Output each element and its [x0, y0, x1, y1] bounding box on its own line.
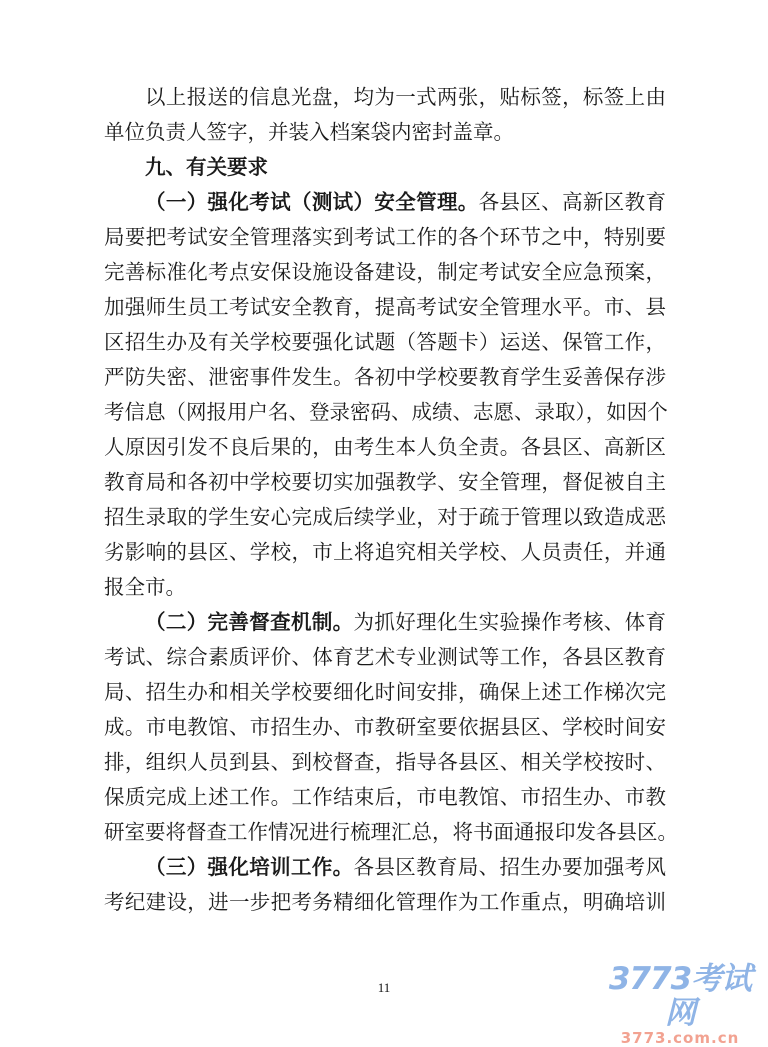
text-line [104, 605, 666, 640]
line-text: 局、招生办和相关学校要细化时间安排，确保上述工作梯次完 [104, 680, 666, 704]
text-line [104, 430, 666, 465]
text-line [104, 675, 666, 710]
line-text: 招生录取的学生安心完成后续学业，对于疏于管理以致造成恶 [104, 505, 666, 529]
text-line [104, 710, 666, 745]
section-heading [104, 150, 666, 185]
subsection-title: （三）强化培训工作。 [145, 855, 354, 879]
text-line [104, 640, 666, 675]
line-text: 成。市电教馆、市招生办、市教研室要依据县区、学校时间安 [104, 715, 666, 739]
text-line [104, 500, 666, 535]
line-text: 教育局和各初中学校要切实加强教学、安全管理，督促被自主 [104, 470, 666, 494]
line-text: 各县区教育局、招生办要加强考风 [353, 855, 667, 879]
text-line [104, 570, 666, 605]
text-line [104, 395, 666, 430]
text-line [104, 185, 666, 220]
line-text: 报全市。 [104, 575, 186, 599]
text-line [104, 885, 666, 920]
site-watermark [595, 962, 765, 1046]
line-text: 严防失密、泄密事件发生。各初中学校要教育学生妥善保存涉 [104, 365, 666, 389]
line-text: 保质完成上述工作。工作结束后，市电教馆、市招生办、市教 [104, 785, 666, 809]
line-text: 研室要将督查工作情况进行梳理汇总，将书面通报印发各县区。 [104, 820, 678, 844]
text-line [104, 255, 666, 290]
line-text: 为抓好理化生实验操作考核、体育 [353, 610, 667, 634]
text-line [104, 465, 666, 500]
text-line [104, 535, 666, 570]
text-line [104, 780, 666, 815]
watermark-logo-text: 3773考试网 [608, 961, 752, 1031]
watermark-url: 3773.com.cn [620, 1029, 740, 1047]
subsection-title: （二）完善督查机制。 [145, 610, 354, 634]
body-text [104, 80, 678, 920]
line-text: 局要把考试安全管理落实到考试工作的各个环节之中，特别要 [104, 225, 666, 249]
page-number: 11 [377, 980, 391, 995]
text-line [104, 80, 666, 115]
text-line [104, 815, 678, 850]
line-text: 以上报送的信息光盘，均为一式两张，贴标签，标签上由 [145, 85, 666, 109]
line-text: 劣影响的县区、学校，市上将追究相关学校、人员责任，并通 [104, 540, 666, 564]
text-line [104, 220, 666, 255]
line-text: 单位负责人签字，并装入档案袋内密封盖章。 [104, 120, 514, 144]
line-text: 考信息（网报用户名、登录密码、成绩、志愿、录取），如因个 [104, 400, 668, 424]
text-line [104, 360, 666, 395]
line-text: 排，组织人员到县、到校督查，指导各县区、相关学校按时、 [104, 750, 666, 774]
line-text: 人原因引发不良后果的，由考生本人负全责。各县区、高新区 [104, 435, 666, 459]
line-text: 各县区、高新区教育 [478, 190, 667, 214]
text-line [104, 850, 666, 885]
line-text: 考试、综合素质评价、体育艺术专业测试等工作，各县区教育 [104, 645, 666, 669]
text-line [104, 325, 666, 360]
line-text: 区招生办及有关学校要强化试题（答题卡）运送、保管工作， [104, 330, 666, 354]
subsection-title: （一）强化考试（测试）安全管理。 [145, 190, 479, 214]
line-text: 考纪建设，进一步把考务精细化管理作为工作重点，明确培训 [104, 890, 666, 914]
text-line [104, 745, 666, 780]
line-text: 九、有关要求 [145, 155, 268, 179]
line-text: 完善标准化考点安保设施设备建设，制定考试安全应急预案， [104, 260, 666, 284]
text-line [104, 290, 666, 325]
line-text: 加强师生员工考试安全教育，提高考试安全管理水平。市、县 [104, 295, 666, 319]
text-line [104, 115, 666, 150]
